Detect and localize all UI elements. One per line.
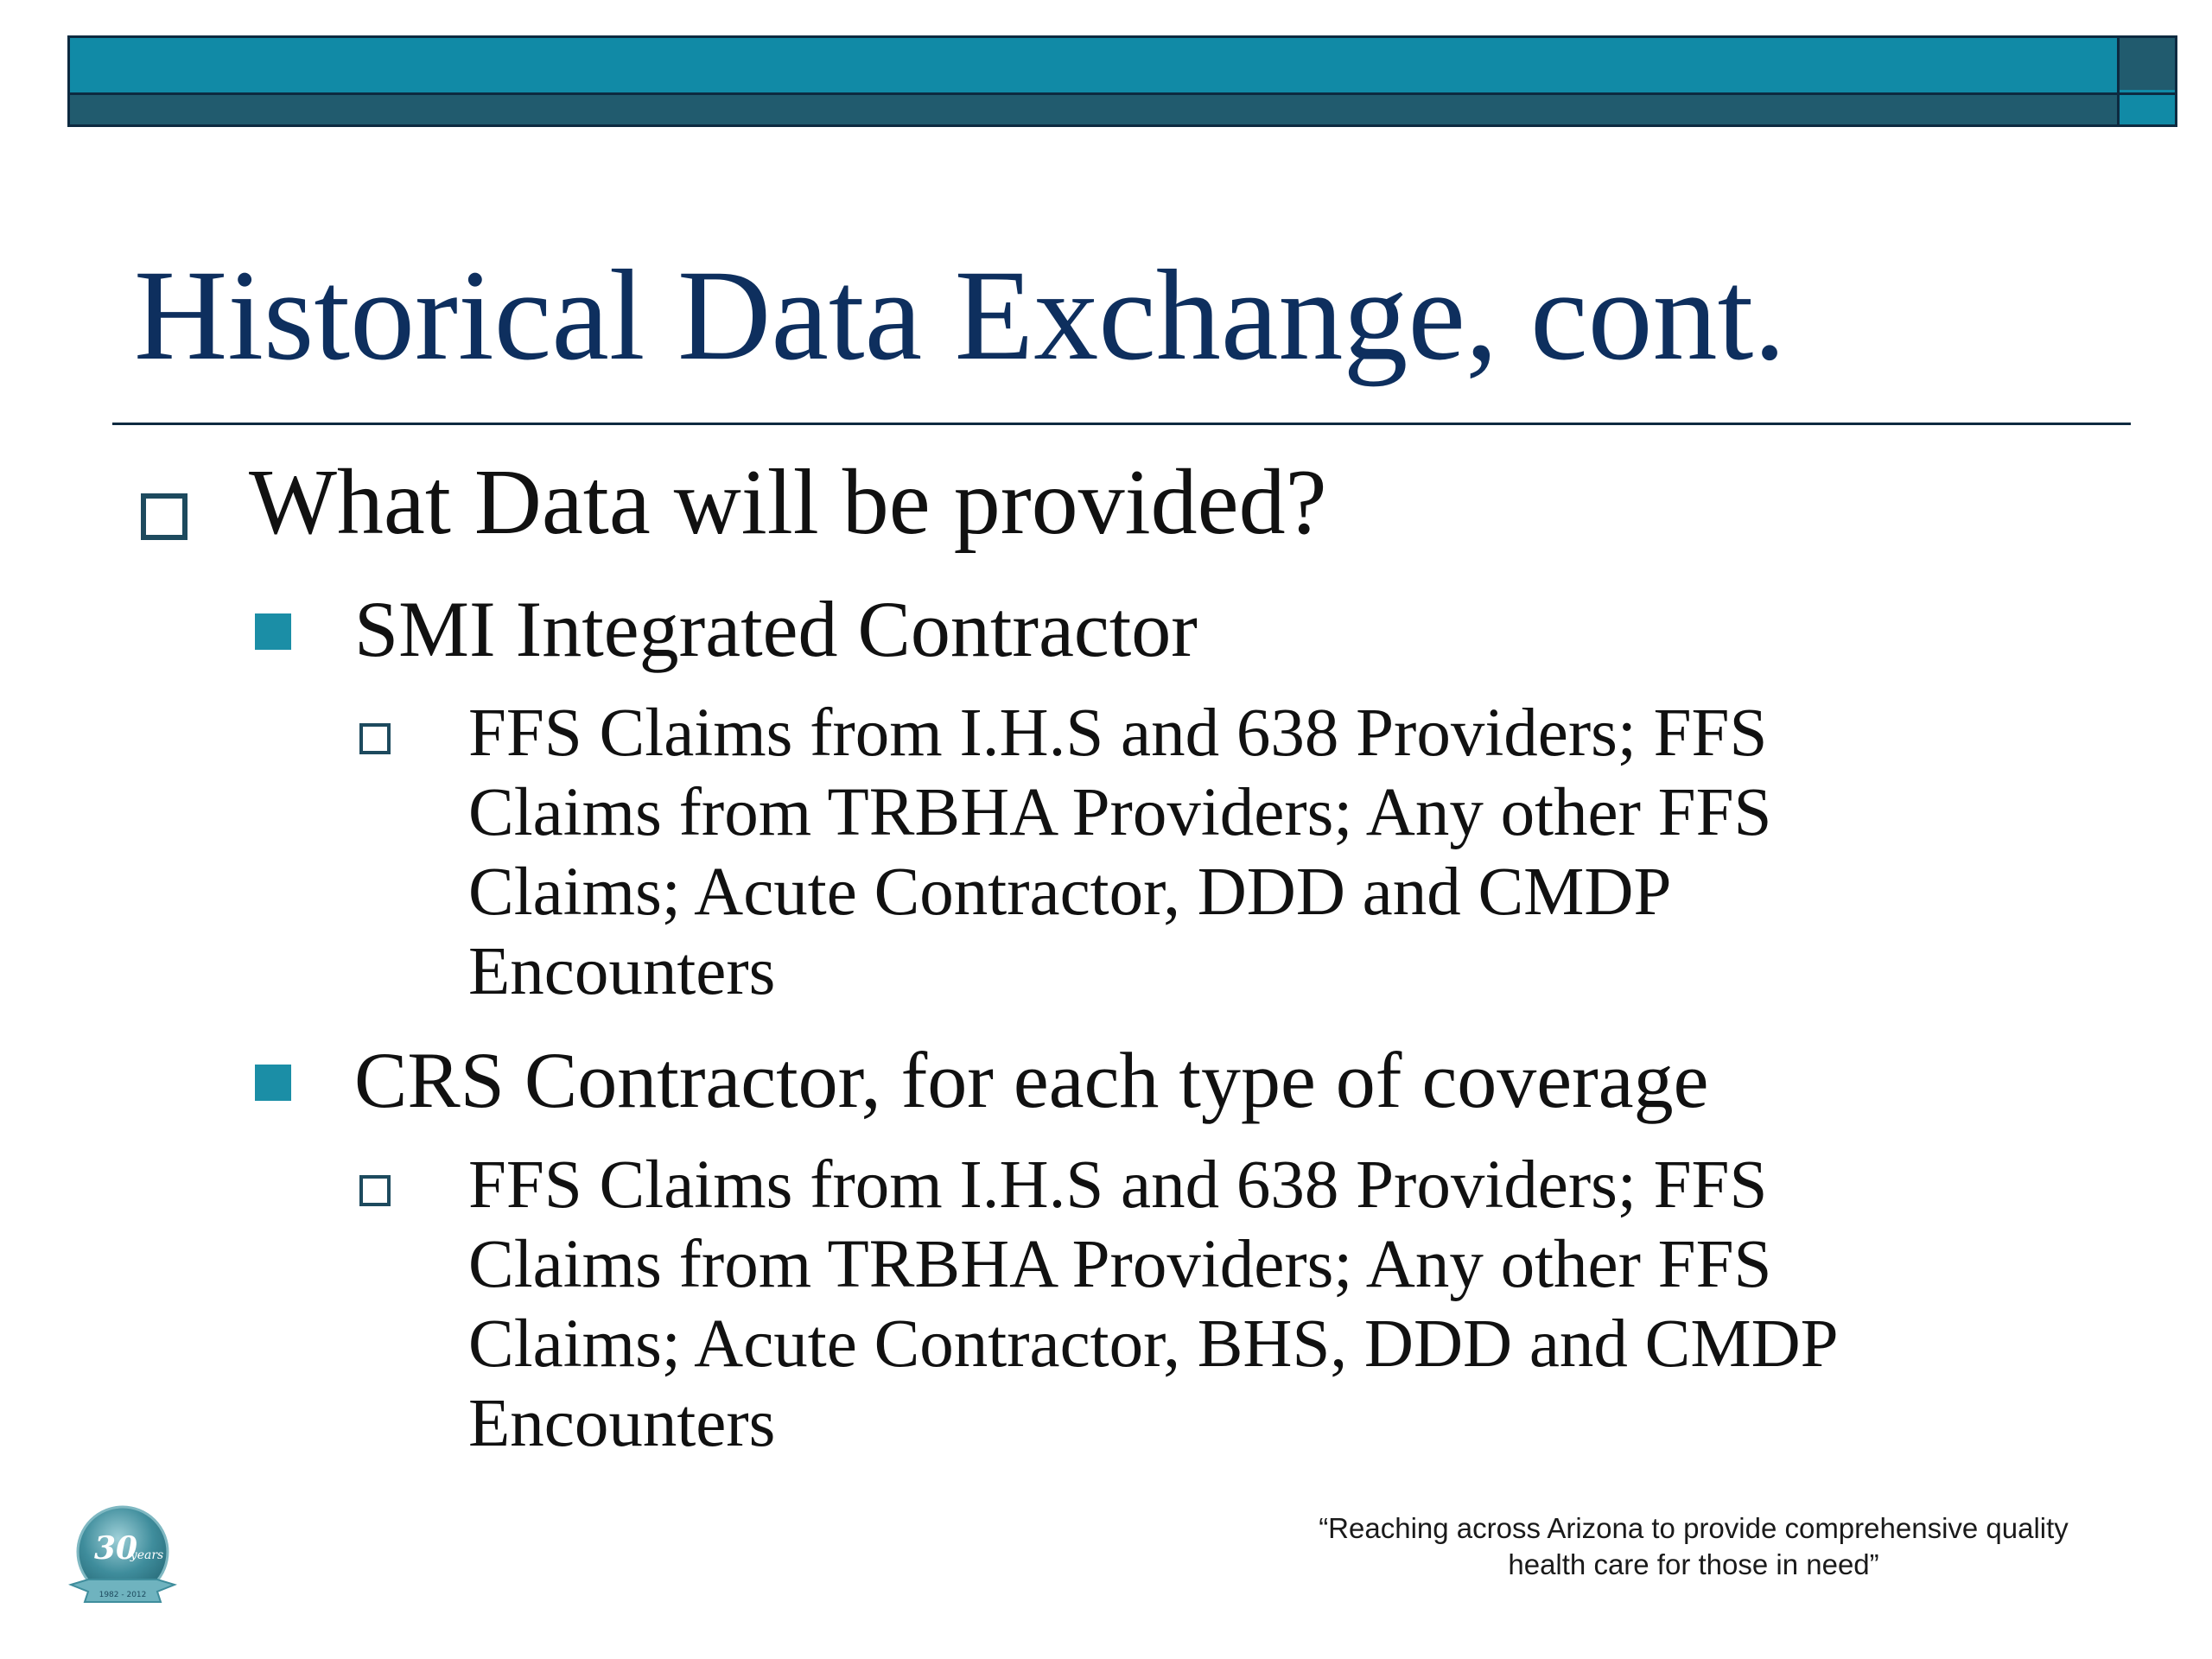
svg-text:1982 - 2012: 1982 - 2012 — [99, 1591, 147, 1599]
solid-square-bullet-icon — [255, 1065, 291, 1101]
footer-tagline: “Reaching across Arizona to provide comprehensive quality health care for those in need” — [1319, 1512, 2069, 1580]
section-detail-crs: FFS Claims from I.H.S and 638 Providers; FFS Claims from TRBHA Providers; Any other FFS Claims; Acute Contractor, BHS, DDD and CMDP Encounters — [468, 1147, 1839, 1461]
hollow-square-bullet-icon — [141, 493, 188, 540]
solid-square-bullet-icon — [255, 613, 291, 650]
section-heading-smi: SMI Integrated Contractor — [354, 585, 1198, 673]
section-detail-smi: FFS Claims from I.H.S and 638 Providers; FFS Claims from TRBHA Providers; Any other FFS Claims; Acute Contractor, DDD and CMDP Encounters — [468, 696, 1772, 1009]
anniversary-seal-icon — [67, 1502, 178, 1614]
question-text: What Data will be provided? — [249, 451, 1327, 554]
hollow-square-bullet-icon — [359, 1175, 391, 1206]
slide-title: Historical Data Exchange, cont. — [134, 244, 1786, 387]
hollow-square-bullet-icon — [359, 723, 391, 754]
svg-text:30: 30 — [93, 1530, 138, 1567]
svg-text:years: years — [130, 1548, 164, 1562]
section-heading-crs: CRS Contractor, for each type of coverage — [354, 1036, 1709, 1124]
